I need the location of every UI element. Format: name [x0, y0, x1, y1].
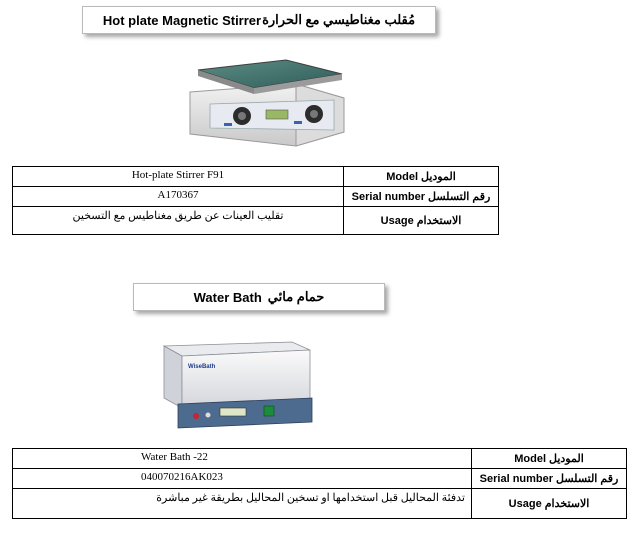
usage-label: Usage الاستخدام — [472, 489, 627, 519]
title-ar: حمام مائي — [267, 289, 325, 304]
table-row-serial — [13, 469, 627, 489]
usage-label: Usage الاستخدام — [344, 207, 499, 235]
model-value: Water Bath -22 — [13, 449, 472, 469]
spec-table-water-bath — [12, 448, 627, 519]
serial-value: 040070216AK023 — [13, 469, 472, 489]
device-brand-label: WiseBath — [188, 364, 216, 370]
serial-label: Serial number رقم التسلسل — [344, 187, 499, 207]
table-row-usage — [13, 207, 499, 235]
usage-value: تقليب العينات عن طريق مغناطيس مع التسخين — [13, 207, 344, 235]
title-en: Hot plate Magnetic Stirrer — [102, 12, 262, 28]
hot-plate-stirrer-image — [176, 48, 358, 148]
table-row-model — [13, 167, 499, 187]
water-bath-image — [160, 336, 320, 434]
table-row-usage — [13, 489, 627, 519]
spec-table-hot-plate — [12, 166, 499, 235]
table-row-serial — [13, 187, 499, 207]
title-ar: مُقلب مغناطيسي مع الحرارة — [262, 12, 416, 27]
title-en: Water Bath — [193, 289, 262, 305]
table-row-model — [13, 449, 627, 469]
model-label: Model الموديل — [472, 449, 627, 469]
usage-value: تدفئة المحاليل قبل استخدامها او تسخين المحاليل بطريقة غير مباشرة — [13, 489, 472, 519]
section-title-water-bath — [133, 283, 385, 311]
model-label: Model الموديل — [344, 167, 499, 187]
serial-label: Serial number رقم التسلسل — [472, 469, 627, 489]
serial-value: A170367 — [13, 187, 344, 207]
section-title-hot-plate — [82, 6, 436, 34]
model-value: Hot-plate Stirrer F91 — [13, 167, 344, 187]
